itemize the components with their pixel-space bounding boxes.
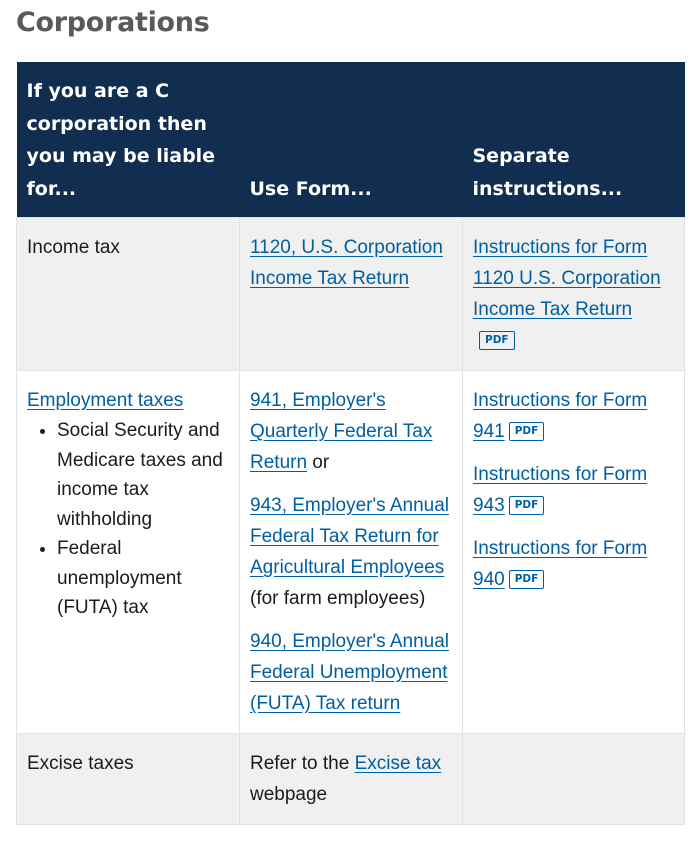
pdf-icon: PDF xyxy=(509,496,545,515)
income-tax-label: Income tax xyxy=(17,218,240,371)
form-941-link[interactable]: 941, Employer's Quarterly Federal Tax Return xyxy=(250,390,433,473)
instructions-941-link[interactable]: Instructions for Form 941 xyxy=(473,390,648,442)
or-text: or xyxy=(307,452,330,473)
income-tax-form-cell xyxy=(240,218,463,371)
pdf-icon: PDF xyxy=(509,570,545,589)
table-header-row xyxy=(17,62,685,218)
excise-form-cell xyxy=(240,734,463,825)
pdf-icon: PDF xyxy=(479,331,515,350)
table-row-excise-taxes xyxy=(17,734,685,825)
pdf-icon: PDF xyxy=(509,422,545,441)
excise-text-before: Refer to the xyxy=(250,753,355,774)
employment-taxes-link[interactable]: Employment taxes xyxy=(27,390,184,411)
list-item: • Social Security and Medicare taxes and income tax withholding xyxy=(57,416,229,534)
tax-table xyxy=(16,62,685,825)
form-940-link[interactable]: 940, Employer's Annual Federal Unemployment (FUTA) Tax return xyxy=(250,631,450,714)
form-943-link[interactable]: 943, Employer's Annual Federal Tax Return for Agricultural Employees xyxy=(250,495,450,578)
excise-instructions-cell xyxy=(463,734,685,825)
page-title: Corporations xyxy=(16,7,210,38)
table-row-employment-taxes xyxy=(17,371,685,734)
employment-taxes-list xyxy=(27,416,229,623)
form-1120-link[interactable]: 1120, U.S. Corporation Income Tax Return xyxy=(250,237,443,289)
excise-text-after: webpage xyxy=(250,784,328,805)
list-item: • Federal unemployment (FUTA) tax xyxy=(57,534,229,623)
form-943-note: (for farm employees) xyxy=(250,588,426,609)
excise-tax-link[interactable]: Excise tax xyxy=(354,753,442,774)
column-header-form: Use Form... xyxy=(240,62,463,218)
column-header-liability: If you are a C corporation then you may be liable for... xyxy=(17,62,240,218)
instructions-1120-link[interactable]: Instructions for Form 1120 U.S. Corporation Income Tax Return xyxy=(473,237,661,320)
excise-taxes-label: Excise taxes xyxy=(17,734,240,825)
column-header-instructions: Separate instructions... xyxy=(463,62,685,218)
instructions-943-link[interactable]: Instructions for Form 943 xyxy=(473,464,648,516)
employment-taxes-cell xyxy=(17,371,240,734)
employment-forms-cell xyxy=(240,371,463,734)
instructions-940-link[interactable]: Instructions for Form 940 xyxy=(473,538,648,590)
table-row-income-tax xyxy=(17,218,685,371)
income-tax-instructions-cell xyxy=(463,218,685,371)
employment-instructions-cell xyxy=(463,371,685,734)
